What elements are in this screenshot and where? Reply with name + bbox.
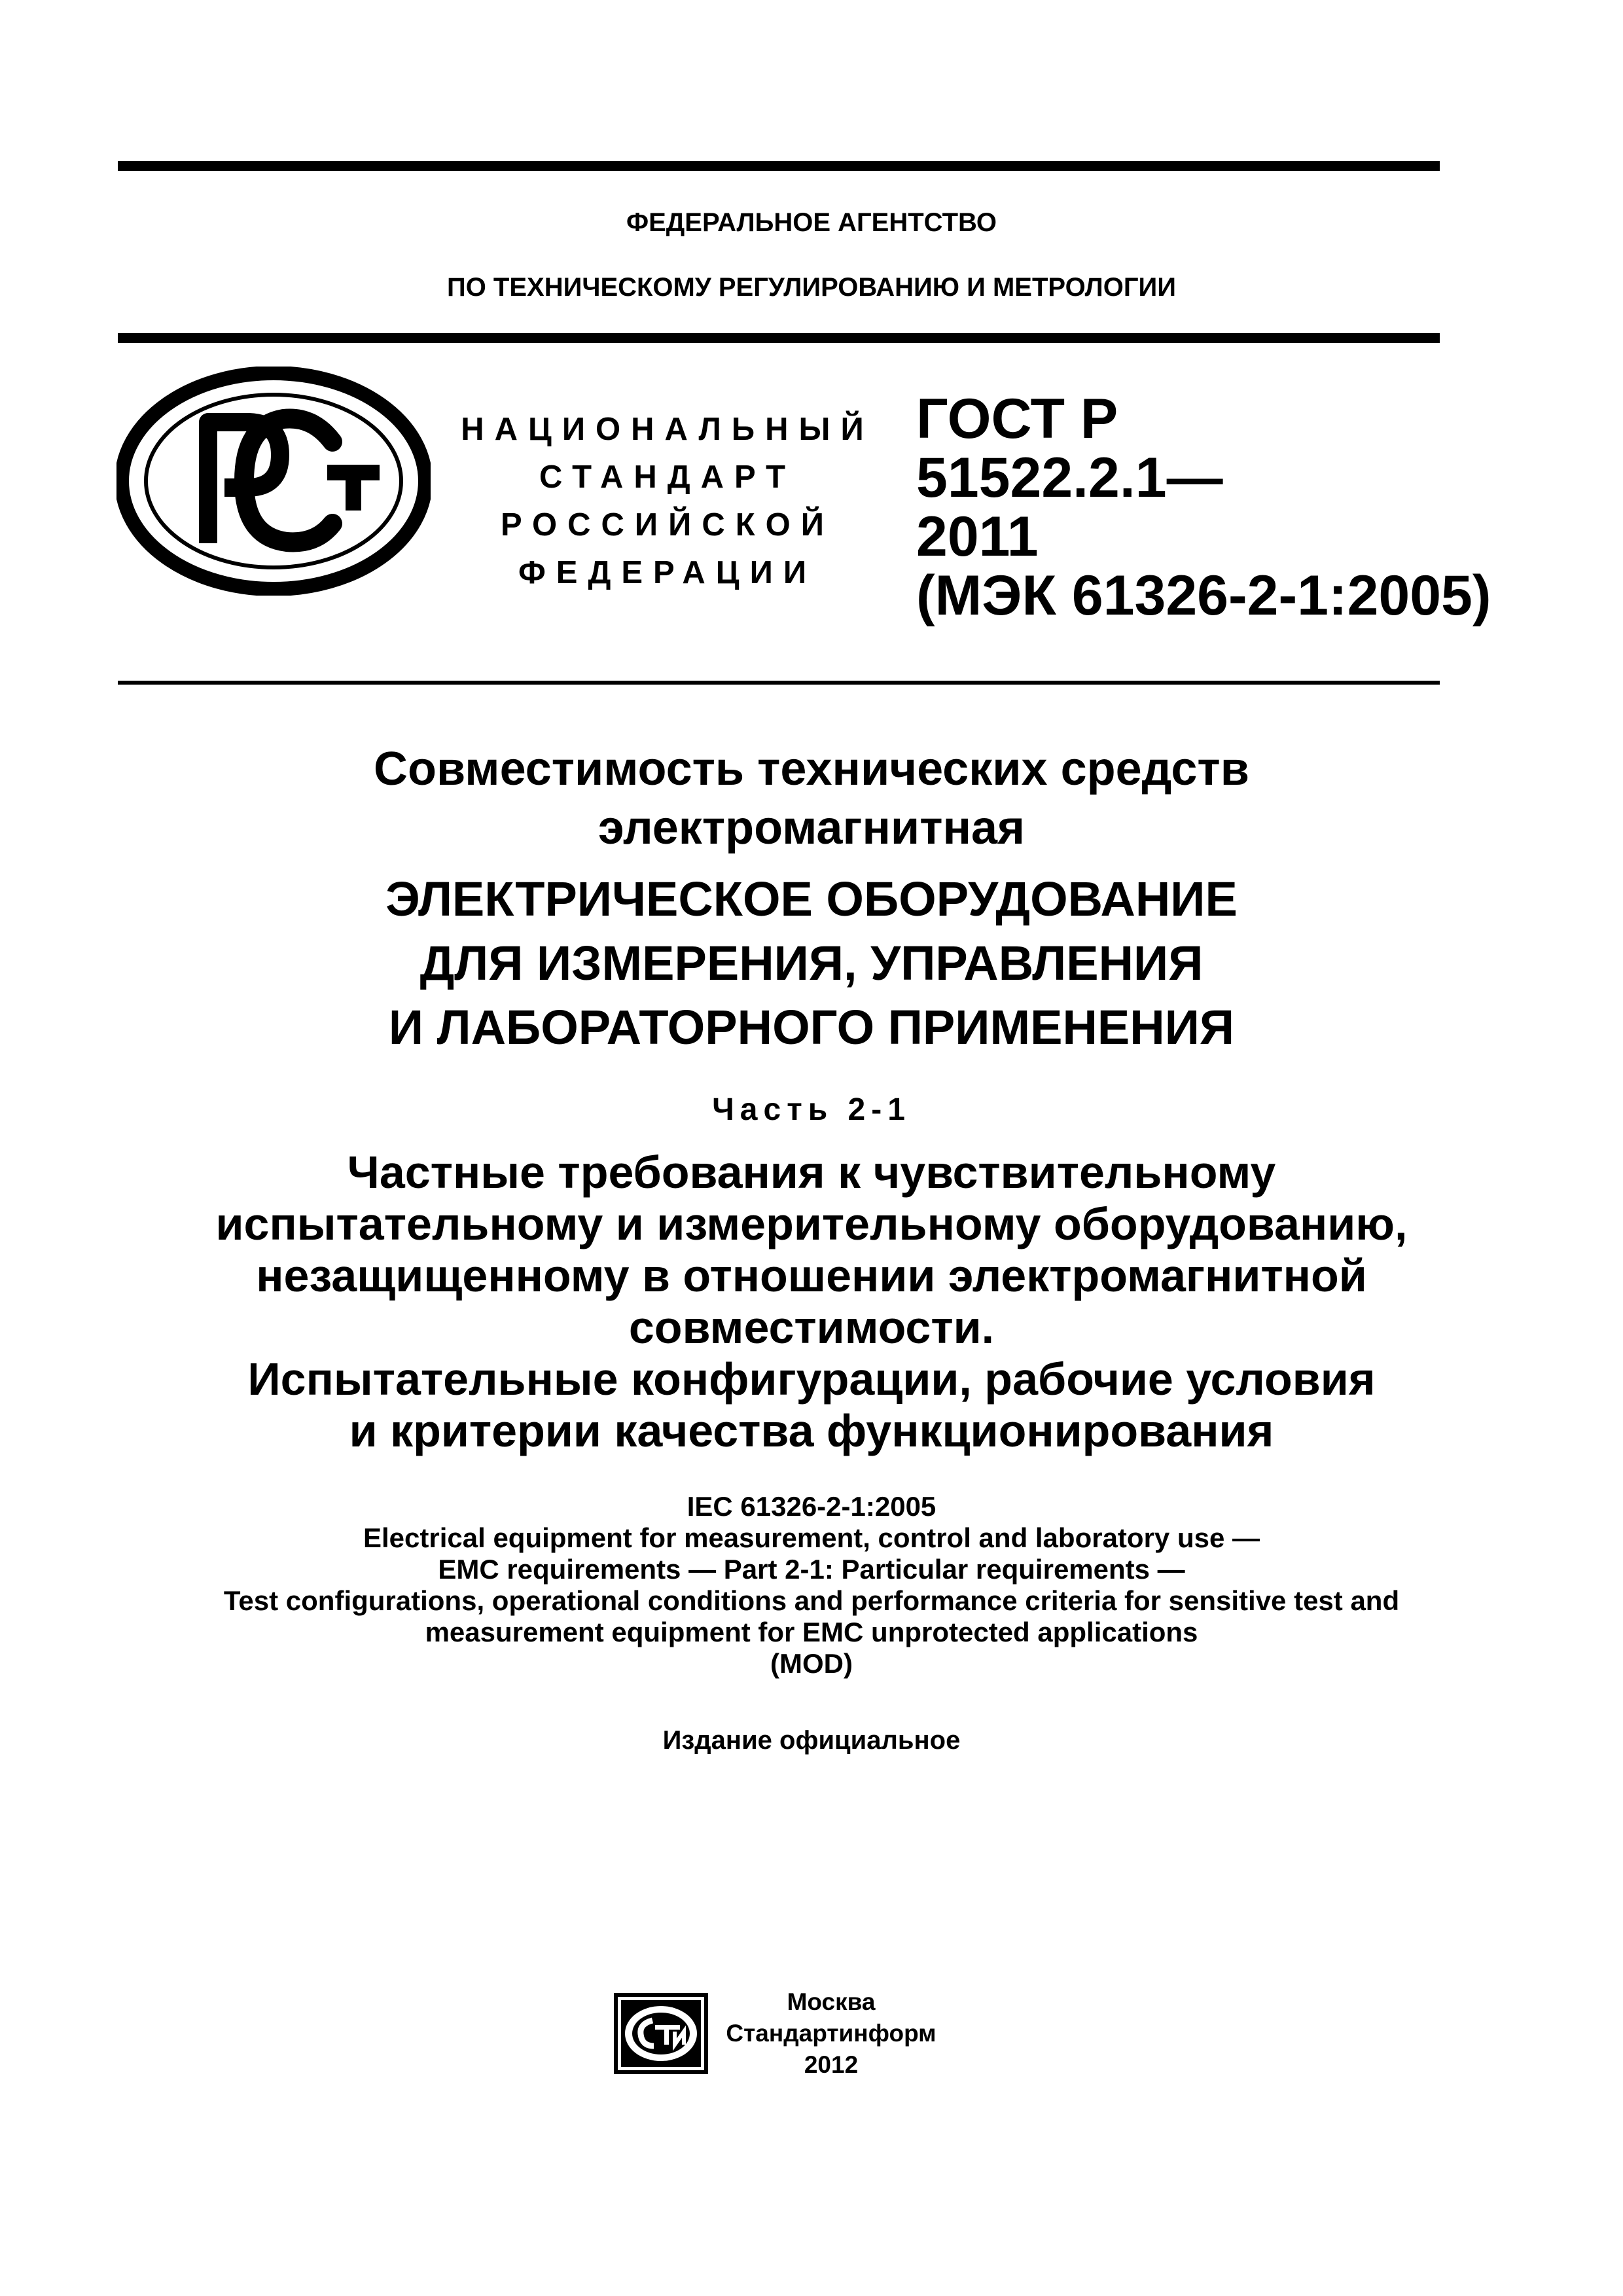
publisher-year: 2012	[804, 2051, 859, 2078]
title-general-line-1: Совместимость технических средств	[374, 743, 1249, 795]
agency-line-2: ПО ТЕХНИЧЕСКОМУ РЕГУЛИРОВАНИЮ И МЕТРОЛОГИИ	[446, 273, 1177, 302]
title-specific-line-6: и критерии качества функционирования	[349, 1405, 1274, 1456]
designation-line-1: ГОСТ Р	[916, 387, 1118, 450]
rst-logo-icon	[116, 367, 431, 596]
iec-line-1: IEC 61326-2-1:2005	[687, 1491, 936, 1522]
publisher-block	[720, 1986, 942, 2081]
standard-type-line-1: НАЦИОНАЛЬНЫЙ	[461, 412, 874, 447]
title-specific-line-5: Испытательные конфигурации, рабочие условия	[247, 1354, 1376, 1405]
iec-line-5: measurement equipment for EMC unprotected applications	[425, 1617, 1198, 1647]
title-specific	[0, 1147, 1623, 1457]
title-specific-line-1: Частные требования к чувствительному	[347, 1147, 1276, 1198]
part-label: Часть 2-1	[712, 1092, 911, 1127]
designation-line-2: 51522.2.1—	[916, 446, 1223, 509]
agency-line-1: ФЕДЕРАЛЬНОЕ АГЕНТСТВО	[626, 208, 997, 237]
standard-type-line-3: РОССИЙСКОЙ	[501, 507, 834, 543]
standard-type-line-2: СТАНДАРТ	[539, 459, 796, 495]
iec-line-2: Electrical equipment for measurement, control and laboratory use —	[363, 1522, 1260, 1553]
title-main	[0, 867, 1623, 1060]
iec-reference	[0, 1491, 1623, 1679]
title-general-line-2: электромагнитная	[597, 802, 1025, 854]
title-general	[0, 740, 1623, 857]
publisher-city: Москва	[787, 1988, 876, 2015]
edition-label: Издание официальное	[662, 1726, 961, 1755]
header-divider	[118, 681, 1440, 685]
title-main-line-3: И ЛАБОРАТОРНОГО ПРИМЕНЕНИЯ	[388, 1000, 1235, 1054]
iec-line-4: Test configurations, operational conditions and performance criteria for sensitive test and	[223, 1585, 1400, 1616]
iec-line-6: (MOD)	[770, 1648, 853, 1679]
agency-rule	[118, 333, 1440, 343]
standard-type-line-4: ФЕДЕРАЦИИ	[518, 555, 817, 590]
standard-designation	[916, 389, 1491, 625]
title-main-line-2: ДЛЯ ИЗМЕРЕНИЯ, УПРАВЛЕНИЯ	[419, 936, 1204, 990]
publisher-name: Стандартинформ	[726, 2020, 936, 2047]
title-main-line-1: ЭЛЕКТРИЧЕСКОЕ ОБОРУДОВАНИЕ	[385, 872, 1238, 926]
title-specific-line-3: незащищенному в отношении электромагнитной	[256, 1250, 1367, 1301]
title-specific-line-2: испытательному и измерительному оборудованию,	[215, 1198, 1408, 1249]
title-specific-line-4: совместимости.	[628, 1302, 995, 1353]
sti-logo-icon	[612, 1991, 710, 2076]
designation-line-3: 2011	[916, 505, 1039, 568]
iec-line-3: EMC requirements — Part 2-1: Particular requirements —	[438, 1554, 1185, 1585]
designation-line-4: (МЭК 61326-2-1:2005)	[916, 564, 1491, 627]
top-rule	[118, 161, 1440, 171]
